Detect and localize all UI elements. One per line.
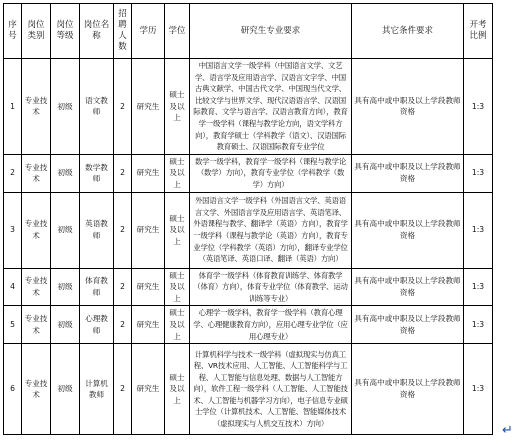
cell-other-req: 具有高中或中职及以上学段教师资格 — [352, 306, 464, 344]
cell-category: 专业技术 — [22, 344, 51, 435]
recruitment-table — [3, 3, 493, 435]
cell-count: 2 — [114, 268, 132, 306]
cell-level: 初级 — [51, 192, 80, 268]
cell-degree: 硕士及以上 — [165, 59, 190, 155]
cell-major-req: 体育学一级学科（体育教育训练学、体育教学（体育）方向），体育专业学位（体育教学、运动训练等专业） — [190, 268, 352, 306]
cell-name: 体育教师 — [80, 268, 114, 306]
header-seq: 序号 — [4, 4, 22, 59]
cell-education: 研究生 — [132, 268, 165, 306]
cell-level: 初级 — [51, 344, 80, 435]
header-degree: 学位 — [165, 4, 190, 59]
cell-other-req: 具有高中或中职及以上学段教师资格 — [352, 192, 464, 268]
cell-category: 专业技术 — [22, 268, 51, 306]
cell-count: 2 — [114, 306, 132, 344]
cell-degree: 硕士及以上 — [165, 344, 190, 435]
cell-ratio: 1:3 — [464, 154, 493, 192]
table-row — [4, 344, 493, 435]
table-row — [4, 59, 493, 155]
cell-education: 研究生 — [132, 306, 165, 344]
header-row — [4, 4, 493, 59]
cell-ratio: 1:3 — [464, 268, 493, 306]
cell-level: 初级 — [51, 268, 80, 306]
cell-education: 研究生 — [132, 154, 165, 192]
cell-major-req: 外国语言文学一级学科（外国语言文学、英语语言文学、外国语言学及应用语言学、英语笔译、外语课程与教学、翻译学（英语）方向），教育学一级学科（课程与教学论（英语）方向），教育专业学位（学科教学（英语）方向），翻译专业学位（英语笔译、英语口译、翻译（英语）方向） — [190, 192, 352, 268]
cell-count: 2 — [114, 154, 132, 192]
cell-major-req: 心理学一级学科，教育学一级学科（教育心理学、心理健康教育方向），应用心理专业学位（应用心理专业） — [190, 306, 352, 344]
cell-seq: 3 — [4, 192, 22, 268]
cell-degree: 硕士及以上 — [165, 192, 190, 268]
cell-education: 研究生 — [132, 344, 165, 435]
header-level: 岗位等级 — [51, 4, 80, 59]
table-row — [4, 268, 493, 306]
header-name: 岗位名称 — [80, 4, 114, 59]
cell-category: 专业技术 — [22, 192, 51, 268]
cell-ratio: 1:3 — [464, 192, 493, 268]
cell-degree: 硕士及以上 — [165, 306, 190, 344]
cell-education: 研究生 — [132, 59, 165, 155]
header-other-req: 其它条件要求 — [352, 4, 464, 59]
header-category: 岗位类别 — [22, 4, 51, 59]
header-count: 招聘人数 — [114, 4, 132, 59]
cell-major-req: 数学一级学科，教育学一级学科（课程与教学论（数学）方向），教育专业学位（学科教学（数学）方向） — [190, 154, 352, 192]
cell-seq: 1 — [4, 59, 22, 155]
cell-name: 语文教师 — [80, 59, 114, 155]
cell-ratio: 1:3 — [464, 344, 493, 435]
header-ratio: 开考比例 — [464, 4, 493, 59]
cell-seq: 2 — [4, 154, 22, 192]
cell-seq: 6 — [4, 344, 22, 435]
cell-ratio: 1:3 — [464, 306, 493, 344]
cell-category: 专业技术 — [22, 306, 51, 344]
cell-count: 2 — [114, 59, 132, 155]
cell-category: 专业技术 — [22, 59, 51, 155]
cell-level: 初级 — [51, 306, 80, 344]
table-row — [4, 192, 493, 268]
cell-other-req: 具有高中或中职及以上学段教师资格 — [352, 344, 464, 435]
cell-count: 2 — [114, 192, 132, 268]
paragraph-return-icon: ↵ — [502, 423, 513, 438]
cell-ratio: 1:3 — [464, 59, 493, 155]
cell-name: 数学教师 — [80, 154, 114, 192]
cell-degree: 硕士及以上 — [165, 268, 190, 306]
cell-name: 英语教师 — [80, 192, 114, 268]
cell-other-req: 具有高中或中职及以上学段教师资格 — [352, 59, 464, 155]
cell-major-req: 计算机科学与技术一级学科（虚拟现实与仿真工程、VR技术应用、人工智能、人工智能科学与工程、人工智能与信息处理、数据与人工智能方向），软件工程一级学科（人工智能、人工智能技术、人工智能与机器学习方向），电子信息专业硕士学位（计算机技术、人工智能、智能媒体技术（虚拟现实与人机交互技术）方向） — [190, 344, 352, 435]
cell-seq: 5 — [4, 306, 22, 344]
cell-education: 研究生 — [132, 192, 165, 268]
cell-major-req: 中国语言文学一级学科（中国语言文学、文艺学、语言学及应用语言学、汉语言文字学、中国古典文献学、中国古代文学、中国现当代文学、比较文学与世界文学、现代汉语语言学、汉语国际教育、文学与语言学、汉语言教育方向），教育学一级学科（课程与教学论方向，语文学科方向），教育学硕士（学科教学（语文）、汉语国际教育硕士、汉语国际教育专业学位 — [190, 59, 352, 155]
cell-degree: 硕士及以上 — [165, 154, 190, 192]
cell-count: 2 — [114, 344, 132, 435]
cell-category: 专业技术 — [22, 154, 51, 192]
cell-level: 初级 — [51, 59, 80, 155]
table-row — [4, 306, 493, 344]
cell-seq: 4 — [4, 268, 22, 306]
header-major-req: 研究生专业要求 — [190, 4, 352, 59]
cell-name: 计算机教师 — [80, 344, 114, 435]
cell-level: 初级 — [51, 154, 80, 192]
table-row — [4, 154, 493, 192]
header-education: 学历 — [132, 4, 165, 59]
cell-other-req: 具有高中或中职及以上学段教师资格 — [352, 154, 464, 192]
cell-name: 心理教师 — [80, 306, 114, 344]
cell-other-req: 具有高中或中职及以上学段教师资格 — [352, 268, 464, 306]
